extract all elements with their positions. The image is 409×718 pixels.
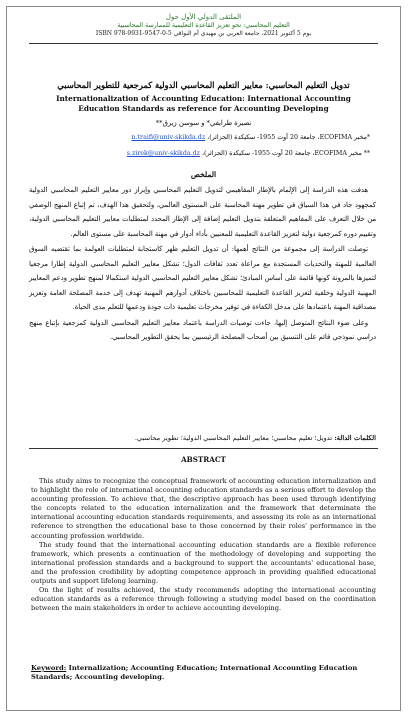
keywords-english-label: Keyword: (31, 664, 67, 672)
abstract-english-paragraph: This study aims to recognize the conceptual framework of accounting education internalization and to highlight the role of international accounting education standards as a serious effort to develop the accounting profession. To achieve that, the descriptive approach has been used through identifying the concepts related to the education internalization and the framework that determinate the international accounting education standards requirements, and assessing its role as an international reference to strengthen the educational base to those concerned by their roles' performance in the accounting profession worldwide. (31, 477, 376, 540)
keywords-arabic (29, 434, 376, 442)
affiliation-1 (67, 134, 370, 141)
title-english: Internationalization of Accounting Education: International Accounting Education Standards as reference for Accounting Developing (56, 94, 351, 113)
abstract-english-body (31, 477, 376, 613)
authors: نصيرة طرايفي* و سوسن زيرق** (155, 119, 252, 127)
keywords-english (31, 664, 376, 682)
abstract-english-heading: ABSTRACT (181, 455, 226, 464)
conference-theme: التعليم المحاسبي: نحو تعزيز القاعدة التعليمية للممارسة المحاسبية (117, 22, 290, 29)
conference-name: الملتقى الدولي الأول حول (165, 13, 242, 21)
abstract-arabic-heading: الملخص (190, 170, 217, 179)
title-arabic: تدويل التعليم المحاسبي: معايير التعليم المحاسبي الدولية كمرجعية للتطوير المحاسبي (57, 80, 350, 90)
conference-details: يوم 5 أكتوبر 2021، جامعة العربي بن مهيدي أم البواقي ISBN 978-9931-9547-0-5 (95, 30, 312, 37)
affiliation-2 (67, 150, 370, 157)
abstract-arabic-paragraph: وعلى ضوء النتائج المتوصل إليها، جاءت توصيات الدراسة باعتماد معايير التعليم المحاسبي الدولية كمرجعية بإتباع منهج دراسي نموذجي قائم على التنسيق بين أصحاب المصلحة الرئيسيين بما يحقق التطوير المحاسبي. (29, 318, 376, 341)
abstract-arabic-paragraph: هدفت هذه الدراسة إلى الإلمام بالإطار المفاهيمي لتدويل التعليم المحاسبي وإبراز دور معايير التعليم المحاسبي الدولية كمجهود جاد في هذا السياق في تطوير مهنة المحاسبة على المستوى العالمي، ولتحقيق هذا الهدف، تم إتباع المنهج الوصفي من خلال التعرف على المفاهيم المتعلقة بتدويل التعليم إضافة إلى الإطار المحدد لمتطلبات معايير التعليم المحاسبي الدولية، وتقييم دوره كمرجعية دولية لتعزيز القاعدة التعليمية للمعنيين بأداء أدوار في مهنة المحاسبة على مستوى العالم. (29, 186, 376, 238)
keywords-english-text: Internalization; Accounting Education; International Accounting Education Standards; Accounting developing. (31, 664, 358, 681)
affiliation-2-text: ** مخبر ECOFIMA، جامعة 20 أوت 1955- سكيكدة (الجزائر)، (202, 150, 370, 157)
abstract-arabic-paragraph: توصلت الدراسة إلى مجموعة من النتائج أهمها: أن تدويل التعليم ظهر كاستجابة لمتطلبات العولمة بما تقتضيه السوق العالمية للمهنة والتحديات المستجدة مع مراعاة تعدد ثقافات الدول؛ تشكل معايير التعليم المحاسبي الدولية إطارا مرجعيا لتميزها بالمرونة كونها قائمة على أساس المبادئ؛ تشكل معايير التعليم المحاسبي الدولية استكمالا لمنهج تطوير ودعم المعايير المهنية الدولية وخلفية لتعزيز القاعدة التعليمية للمحاسبين باختلاف أدوارهم المهنية تهدف إلى خدمة المصلحة العامة وتعزيز مصداقية المهنة باعتمادها على مدخل الكفاءة في توفير مخرجات تعليمية ذات جودة ودعمها للتعلم مدى الحياة. (29, 245, 376, 311)
paper-page (6, 6, 401, 711)
affiliation-1-email[interactable]: n.traifi@univ-skikda.dz (131, 134, 206, 141)
section-rule (29, 448, 378, 449)
abstract-english-paragraph: On the light of results achieved, the study recommends adopting the international accounting education standards as a reference through following a studying model based on the coordination between the main stakeholders in order to achieve accounting developing. (31, 586, 376, 613)
keywords-arabic-label: الكلمات الدالة: (334, 434, 376, 442)
header-rule (29, 43, 378, 44)
abstract-arabic-body (29, 183, 376, 346)
affiliation-1-text: *مخبر ECOFIMA، جامعة 20 أوت 1955- سكيكدة (الجزائر)، (207, 134, 370, 141)
abstract-english-paragraph: The study found that the international accounting education standards are a flexible reference framework, which presents a continuation of the methodology of developing and supporting the international profession standards and a background to support the accountants' educational base, and the profession credibility by adopting competence approach in providing qualified educational outputs and support lifelong learning. (31, 540, 376, 586)
conference-header (7, 13, 400, 38)
affiliation-2-email[interactable]: s.zirek@univ-skikda.dz (126, 150, 200, 157)
keywords-arabic-text: تدويل؛ تعليم محاسبي؛ معايير التعليم المحاسبي الدولية؛ تطوير محاسبي. (134, 434, 333, 442)
